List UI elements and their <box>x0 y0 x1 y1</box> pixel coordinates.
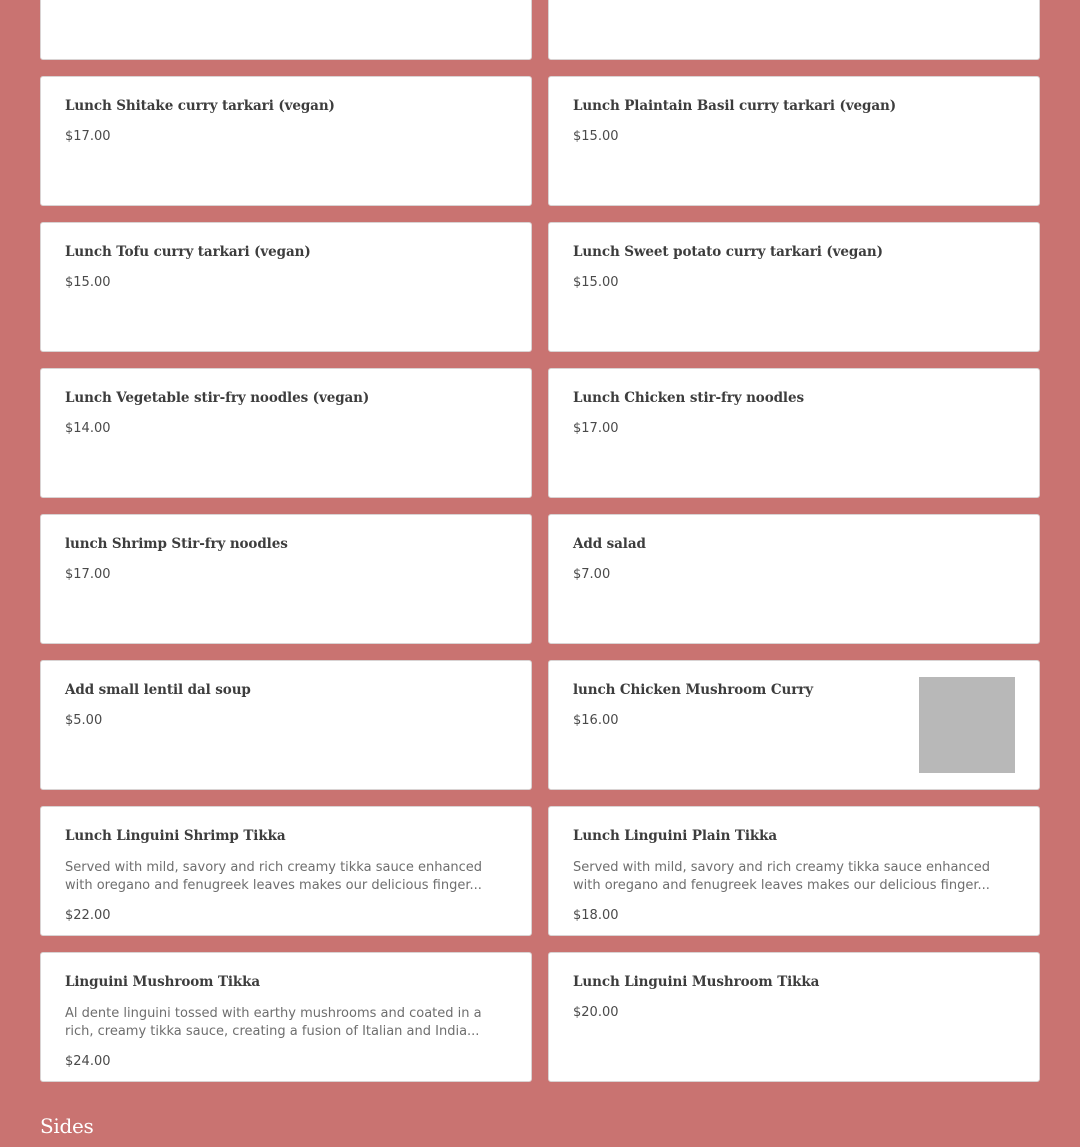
item-name: lunch Chicken Mushroom Curry <box>573 682 813 698</box>
menu-item-card[interactable] <box>40 952 532 1082</box>
menu-item-card[interactable] <box>548 368 1040 498</box>
menu-item-card[interactable] <box>40 222 532 352</box>
item-price: $5.00 <box>65 713 103 728</box>
menu-item-card[interactable] <box>548 0 1040 60</box>
item-price: $17.00 <box>65 129 111 144</box>
item-price: $18.00 <box>573 908 619 923</box>
item-price: $7.00 <box>573 567 611 582</box>
item-description: Served with mild, savory and rich creamy tikka sauce enhanced with oregano and fenugreek leaves makes our delicious finger... <box>65 860 483 893</box>
item-image-placeholder <box>919 677 1015 773</box>
menu-item-card[interactable] <box>40 806 532 936</box>
menu-item-card[interactable] <box>548 952 1040 1082</box>
menu-item-card[interactable] <box>548 76 1040 206</box>
menu-item-card[interactable] <box>548 222 1040 352</box>
item-price: $24.00 <box>65 1054 111 1069</box>
item-name: Lunch Plaintain Basil curry tarkari (vegan) <box>573 98 897 114</box>
item-price: $17.00 <box>65 567 111 582</box>
menu-item-card[interactable] <box>40 660 532 790</box>
item-price: $20.00 <box>573 1005 619 1020</box>
menu-item-card[interactable] <box>40 514 532 644</box>
item-name: Linguini Mushroom Tikka <box>65 974 261 990</box>
item-price: $15.00 <box>65 275 111 290</box>
item-price: $15.00 <box>573 275 619 290</box>
menu-item-card[interactable] <box>40 76 532 206</box>
item-name: Lunch Shitake curry tarkari (vegan) <box>65 98 335 114</box>
item-price: $15.00 <box>573 129 619 144</box>
menu-items-grid <box>40 0 1040 1082</box>
item-description: Al dente linguini tossed with earthy mushrooms and coated in a rich, creamy tikka sauce, creating a fusion of Italian and India... <box>65 1006 482 1039</box>
item-name: Add salad <box>573 536 646 552</box>
item-name: lunch Shrimp Stir-fry noodles <box>65 536 288 552</box>
menu-item-card[interactable] <box>40 0 532 60</box>
item-name: Lunch Tofu curry tarkari (vegan) <box>65 244 311 260</box>
item-price: $16.00 <box>573 713 619 728</box>
item-name: Lunch Linguini Shrimp Tikka <box>65 828 286 844</box>
section-title-sides: Sides <box>40 1114 94 1138</box>
item-price: $22.00 <box>65 908 111 923</box>
item-name: Lunch Linguini Plain Tikka <box>573 828 778 844</box>
item-name: Add small lentil dal soup <box>65 682 251 698</box>
item-name: Lunch Vegetable stir-fry noodles (vegan) <box>65 390 370 406</box>
item-price: $14.00 <box>65 421 111 436</box>
item-name: Lunch Chicken stir-fry noodles <box>573 390 804 406</box>
item-description: Served with mild, savory and rich creamy tikka sauce enhanced with oregano and fenugreek leaves makes our delicious finger... <box>573 860 991 893</box>
menu-item-card[interactable] <box>548 806 1040 936</box>
menu-item-card[interactable] <box>548 514 1040 644</box>
item-name: Lunch Linguini Mushroom Tikka <box>573 974 820 990</box>
item-price: $17.00 <box>573 421 619 436</box>
menu-item-card[interactable] <box>40 368 532 498</box>
menu-item-card[interactable] <box>548 660 1040 790</box>
item-name: Lunch Sweet potato curry tarkari (vegan) <box>573 244 883 260</box>
